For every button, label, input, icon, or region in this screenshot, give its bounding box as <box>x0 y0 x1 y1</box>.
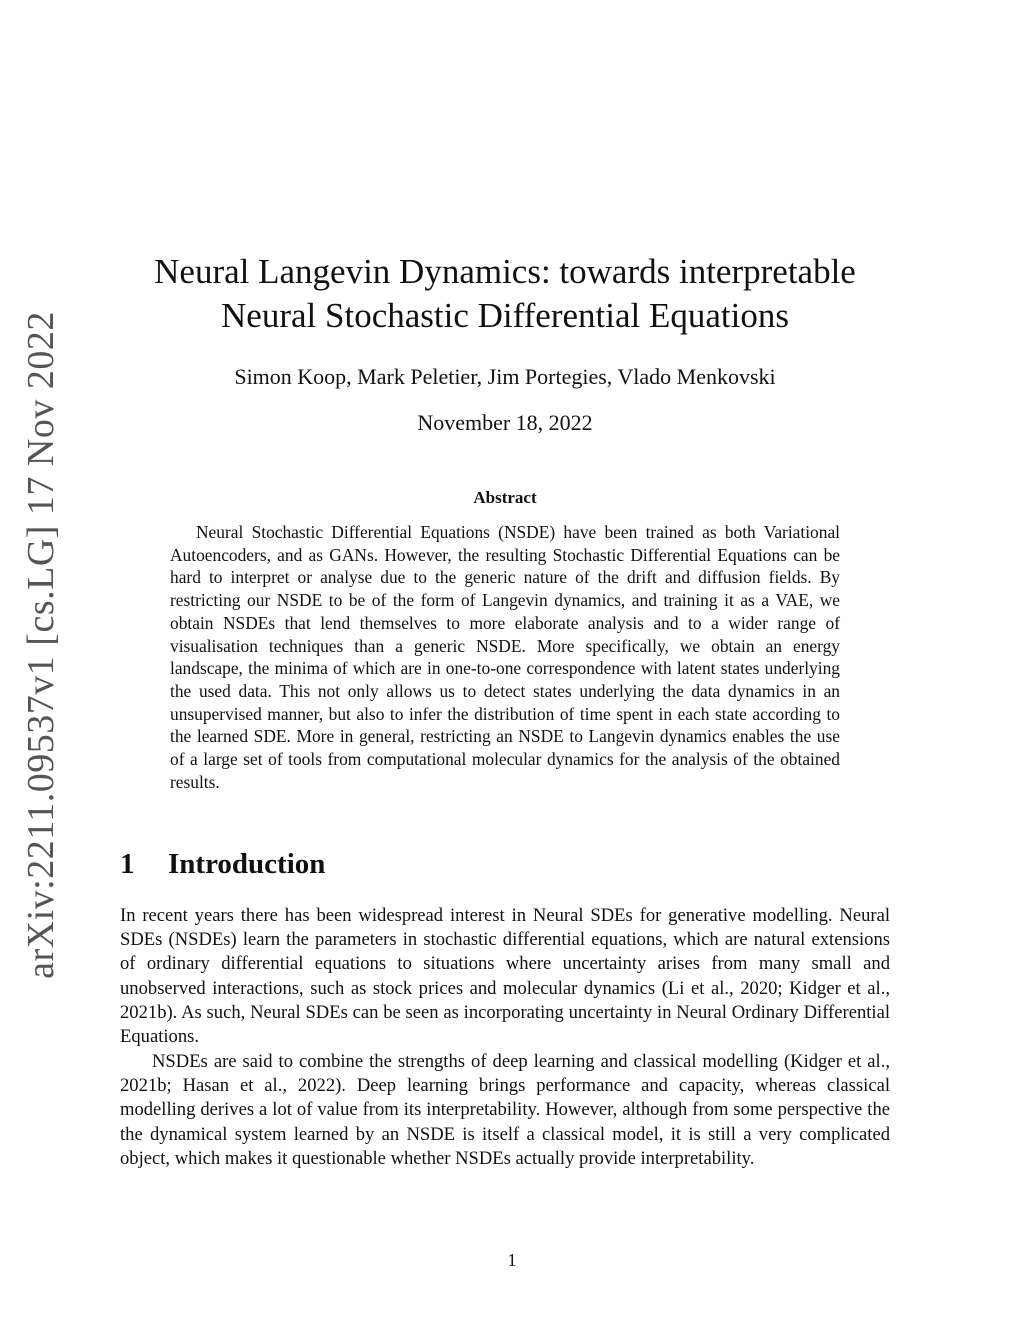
publication-date: November 18, 2022 <box>417 410 593 435</box>
intro-paragraph-2: NSDEs are said to combine the strengths of deep learning and classical modelling (Kidger et al., 2021b; Hasan et al., 2022). Deep learning brings performance and capacity, whereas classical modelling derives a lot of value from its interpretability. However, although from some perspective the the dynamical system learned by an NSDE is itself a classical model, it is still a very complicated object, which makes it questionable whether NSDEs actually provide interpretability. <box>120 1051 890 1169</box>
intro-paragraph-1: In recent years there has been widespread interest in Neural SDEs for generative modelling. Neural SDEs (NSDEs) learn the parameters in stochastic differential equations, which are natural extensions of ordinary differential equations to situations where uncertainty arises from many small and unobserved interactions, such as stock prices and molecular dynamics (Li et al., 2020; Kidger et al., 2021b). As such, Neural SDEs can be seen as incorporating uncertainty in Neural Ordinary Differential Equations. <box>120 905 890 1048</box>
section-number: 1 <box>120 848 135 880</box>
abstract-heading: Abstract <box>473 488 537 507</box>
section-heading-introduction <box>120 848 325 881</box>
arxiv-identifier-stamp <box>6 311 76 979</box>
abstract-text: Neural Stochastic Differential Equations (NSDE) have been trained as both Variational Autoencoders, and as GANs. However, the resulting Stochastic Differential Equations can be hard to interpret or analyse due to the generic nature of the drift and diffusion fields. By restricting our NSDE to be of the form of Langevin dynamics, and training it as a VAE, we obtain NSDEs that lend themselves to more elaborate analysis and to a wider range of visualisation techniques than a generic NSDE. More specifically, we obtain an energy landscape, the minima of which are in one-to-one correspondence with latent states underlying the used data. This not only allows us to detect states underlying the data dynamics in an unsupervised manner, but also to infer the distribution of time spent in each state according to the learned SDE. More in general, restricting an NSDE to Langevin dynamics enables the use of a large set of tools from computational molecular dynamics for the analysis of the obtained results. <box>170 522 840 792</box>
arxiv-identifier-text: arXiv:2211.09537v1 [cs.LG] 17 Nov 2022 <box>20 311 63 979</box>
author-list: Simon Koop, Mark Peletier, Jim Portegies, Vlado Menkovski <box>234 364 776 389</box>
paper-title-line-1: Neural Langevin Dynamics: towards interpretable <box>154 252 856 291</box>
page-number: 1 <box>507 1250 517 1270</box>
paper-title <box>120 250 890 338</box>
section-title: Introduction <box>168 848 326 880</box>
paper-title-line-2: Neural Stochastic Differential Equations <box>221 296 789 335</box>
